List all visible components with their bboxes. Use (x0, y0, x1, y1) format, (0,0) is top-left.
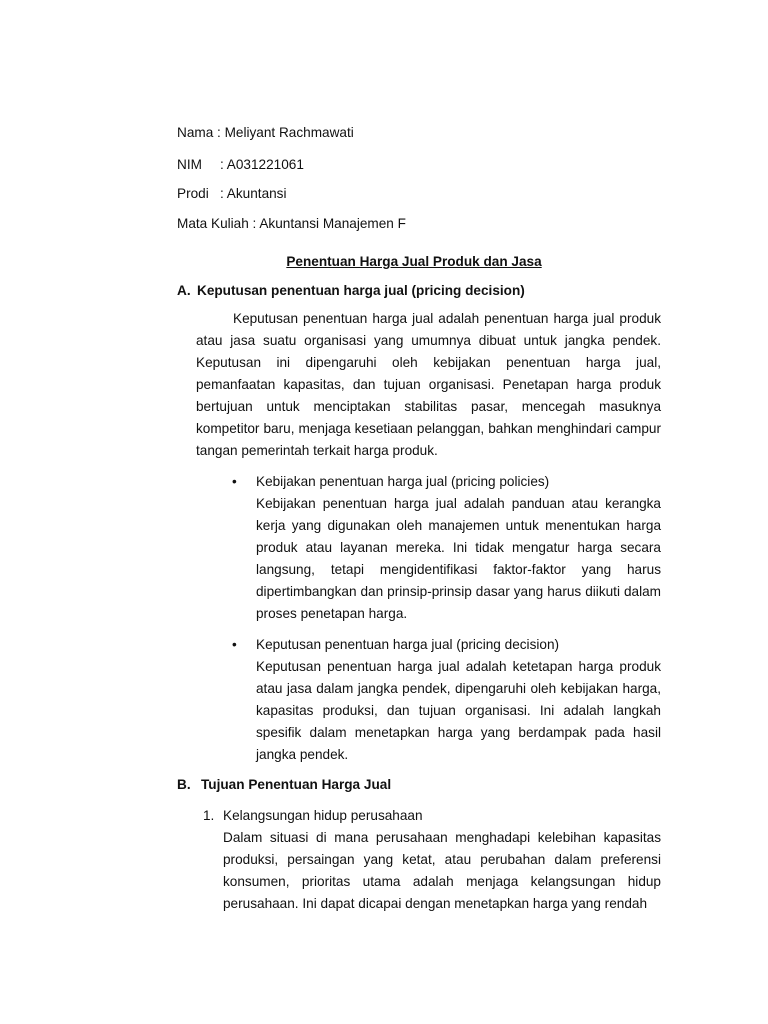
bullet-1-body: Kebijakan penentuan harga jual adalah panduan atau kerangka kerja yang digunakan oleh manajemen untuk menentukan harga produk atau layanan mereka. Ini tidak mengatur harga secara langsung, tetapi mengidentifikasi faktor-faktor yang harus dipertimbangkan dan prinsip-prinsip dasar yang harus diikuti dalam proses penetapan harga. (256, 496, 661, 621)
section-b-title: Tujuan Penentuan Harga Jual (201, 777, 392, 792)
item-1-marker: 1. (203, 808, 215, 823)
document-title: Penentuan Harga Jual Produk dan Jasa (286, 254, 542, 269)
section-a-title: Keputusan penentuan harga jual (pricing decision) (197, 283, 525, 298)
bullet-icon: • (232, 474, 237, 489)
bullet-1-title: Kebijakan penentuan harga jual (pricing policies) (256, 474, 550, 489)
bullet-icon: • (232, 637, 237, 652)
student-name: Nama : Meliyant Rachmawati (177, 125, 354, 140)
prodi-value: : Akuntansi (220, 186, 287, 201)
item-1-title: Kelangsungan hidup perusahaan (223, 808, 423, 823)
section-b-heading (177, 774, 391, 796)
section-a-paragraph: Keputusan penentuan harga jual adalah penentuan harga jual produk atau jasa suatu organisasi yang umumnya dibuat untuk jangka pendek. Keputusan ini dipengaruhi oleh kebijakan penentuan harga jual, pemanfaatan kapasitas, dan tujuan organisasi. Penetapan harga produk bertujuan untuk menciptakan stabilitas pasar, mencegah masuknya kompetitor baru, menjaga kesetiaan pelanggan, bahkan menghindari campur tangan pemerintah terkait harga produk. (196, 311, 661, 458)
item-1-body: Dalam situasi di mana perusahaan menghadapi kelebihan kapasitas produksi, persaingan yang ketat, atau perubahan dalam preferensi konsumen, prioritas utama adalah menjaga kelangsungan hidup perusahaan. Ini dapat dicapai dengan menetapkan harga yang rendah (223, 830, 661, 911)
nim-value: : A031221061 (220, 157, 304, 172)
bullet-2-title: Keputusan penentuan harga jual (pricing decision) (256, 637, 560, 652)
section-a-marker: A. (177, 283, 191, 298)
section-a-heading (177, 280, 525, 302)
prodi-label: Prodi (177, 186, 209, 201)
bullet-2-body: Keputusan penentuan harga jual adalah ketetapan harga produk atau jasa dalam jangka pendek, dipengaruhi oleh kebijakan harga, kapasitas produksi, dan tujuan organisasi. Ini adalah langkah spesifik dalam menetapkan harga yang berdampak pada hasil jangka pendek. (256, 659, 661, 762)
course-name: Mata Kuliah : Akuntansi Manajemen F (177, 216, 406, 231)
nim-label: NIM (177, 157, 202, 172)
section-b-marker: B. (177, 777, 191, 792)
